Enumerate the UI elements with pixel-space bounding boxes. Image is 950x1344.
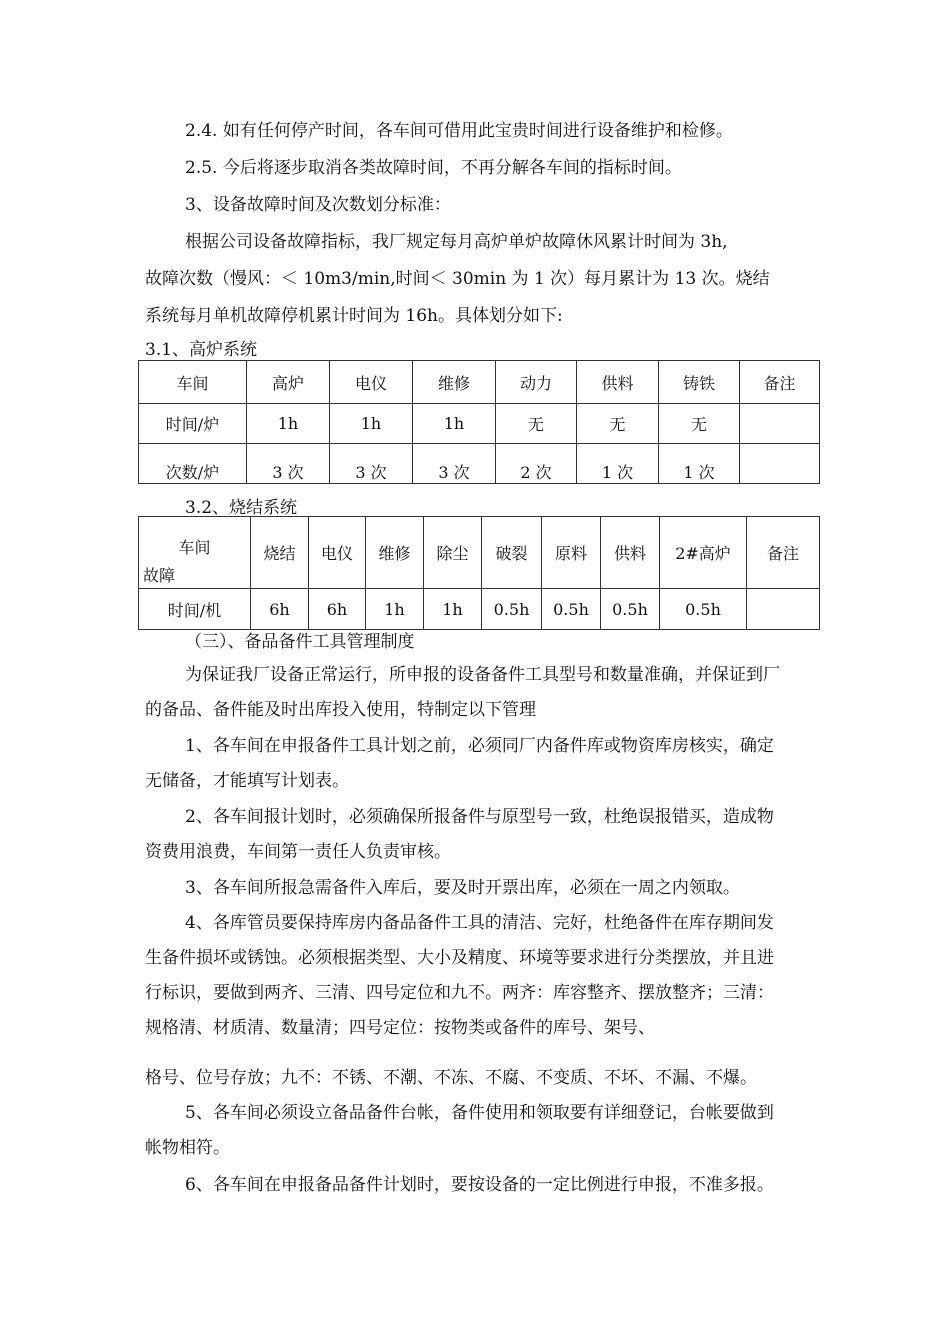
- table-cell: 1 次: [659, 444, 740, 484]
- paragraph-line: 帐物相符。: [145, 1138, 230, 1158]
- table-header-cell: 原料: [542, 517, 601, 589]
- table-header-cell: 动力: [496, 361, 577, 404]
- paragraph-line: 4、各库管员要保持库房内备品备件工具的清洁、完好，杜绝备件在库存期间发: [185, 913, 774, 933]
- table-cell: 3 次: [413, 444, 496, 484]
- intro-line-3: 系统每月单机故障停机累计时间为 16h。具体划分如下:: [145, 306, 563, 326]
- table-cell: 0.5h: [482, 589, 542, 630]
- paragraph-line: 生备件损坏或锈蚀。必须根据类型、大小及精度、环境等要求进行分类摆放，并且进: [145, 948, 774, 968]
- table-cell: 3 次: [330, 444, 413, 484]
- paragraph-line: 无储备，才能填写计划表。: [145, 771, 349, 791]
- table-cell: 次数/炉: [139, 444, 247, 484]
- paragraph-line: 行标识，要做到两齐、三清、四号定位和九不。两齐：库容整齐、摆放整齐；三清：: [145, 983, 774, 1003]
- paragraph-line: 3、各车间所报急需备件入库后，要及时开票出库，必须在一周之内领取。: [185, 878, 740, 898]
- paragraph-line: 资费用浪费，车间第一责任人负责审核。: [145, 842, 451, 862]
- para-2-5: 2.5. 今后将逐步取消各类故障时间，不再分解各车间的指标时间。: [185, 158, 682, 178]
- table-cell: 1h: [330, 404, 413, 444]
- table-header-cell: 除尘: [424, 517, 482, 589]
- table-cell: 0.5h: [660, 589, 747, 630]
- table-header-cell: 供料: [577, 361, 659, 404]
- blast-furnace-table: [138, 360, 820, 484]
- intro-line-2: 故障次数（慢风：＜ 10m3/min,时间＜ 30min 为 1 次）每月累计为 13 次。烧结: [145, 269, 770, 289]
- table-header-cell: 铸铁: [659, 361, 740, 404]
- table-header-cell: 破裂: [482, 517, 542, 589]
- table-header-cell: 备注: [740, 361, 820, 404]
- table-cell: 3 次: [247, 444, 330, 484]
- table-cell: 时间/炉: [139, 404, 247, 444]
- table-header-cell: 2#高炉: [660, 517, 747, 589]
- table-cell: 无: [659, 404, 740, 444]
- section-3-2-title: 3.2、烧结系统: [185, 498, 298, 518]
- paragraph-line: 6、各车间在申报备品备件计划时，要按设备的一定比例进行申报，不准多报。: [185, 1175, 774, 1195]
- table-cell: [747, 589, 820, 630]
- paragraph-line: 为保证我厂设备正常运行，所申报的设备备件工具型号和数量准确，并保证到厂: [185, 665, 780, 685]
- table-cell: 2 次: [496, 444, 577, 484]
- paragraph-line: 的备品、备件能及时出库投入使用，特制定以下管理: [145, 700, 536, 720]
- table-header-cell: 车间: [139, 361, 247, 404]
- table-header-cell: 维修: [366, 517, 424, 589]
- heading-iii: （三）、备品备件工具管理制度: [185, 632, 415, 652]
- table-cell: 1h: [366, 589, 424, 630]
- corner-label-fault: 故障: [143, 566, 176, 585]
- paragraph-line: 2、各车间报计划时，必须确保所报备件与原型号一致，杜绝误报错买，造成物: [185, 807, 774, 827]
- table-row: [139, 404, 820, 444]
- table-cell: 1 次: [577, 444, 659, 484]
- table-header-cell: 维修: [413, 361, 496, 404]
- paragraph-line: 格号、位号存放；九不：不锈、不潮、不冻、不腐、不变质、不坏、不漏、不爆。: [145, 1068, 757, 1088]
- corner-label-workshop: 车间: [178, 538, 211, 557]
- sintering-table: [138, 516, 820, 630]
- table-cell: 1h: [413, 404, 496, 444]
- table-header-cell: 供料: [601, 517, 660, 589]
- table-cell: 0.5h: [542, 589, 601, 630]
- table-cell: 6h: [251, 589, 309, 630]
- table-cell: 1h: [424, 589, 482, 630]
- section-3-1-title: 3.1、高炉系统: [145, 340, 258, 360]
- table-corner-cell: [139, 517, 251, 589]
- intro-line-1: 根据公司设备故障指标，我厂规定每月高炉单炉故障休风累计时间为 3h,: [185, 232, 728, 252]
- heading-3: 3、设备故障时间及次数划分标准：: [185, 195, 451, 215]
- table-cell: 0.5h: [601, 589, 660, 630]
- table-row: [139, 444, 820, 484]
- table-cell: 1h: [247, 404, 330, 444]
- table-cell: [740, 404, 820, 444]
- table-cell: [740, 444, 820, 484]
- table-cell: 6h: [309, 589, 366, 630]
- table-header-row: [139, 517, 820, 589]
- table-cell: 无: [496, 404, 577, 444]
- para-2-4: 2.4. 如有任何停产时间，各车间可借用此宝贵时间进行设备维护和检修。: [185, 121, 733, 141]
- table-header-cell: 烧结: [251, 517, 309, 589]
- table-cell: 无: [577, 404, 659, 444]
- paragraph-line: 1、各车间在申报备件工具计划之前，必须同厂内备件库或物资库房核实，确定: [185, 736, 774, 756]
- paragraph-line: 规格清、材质清、数量清；四号定位：按物类或备件的库号、架号、: [145, 1018, 655, 1038]
- table-header-row: [139, 361, 820, 404]
- table-cell: 时间/机: [139, 589, 251, 630]
- table-header-cell: 电仪: [330, 361, 413, 404]
- table-header-cell: 备注: [747, 517, 820, 589]
- table-header-cell: 高炉: [247, 361, 330, 404]
- paragraph-line: 5、各车间必须设立备品备件台帐，备件使用和领取要有详细登记，台帐要做到: [185, 1103, 774, 1123]
- table-row: [139, 589, 820, 630]
- table-header-cell: 电仪: [309, 517, 366, 589]
